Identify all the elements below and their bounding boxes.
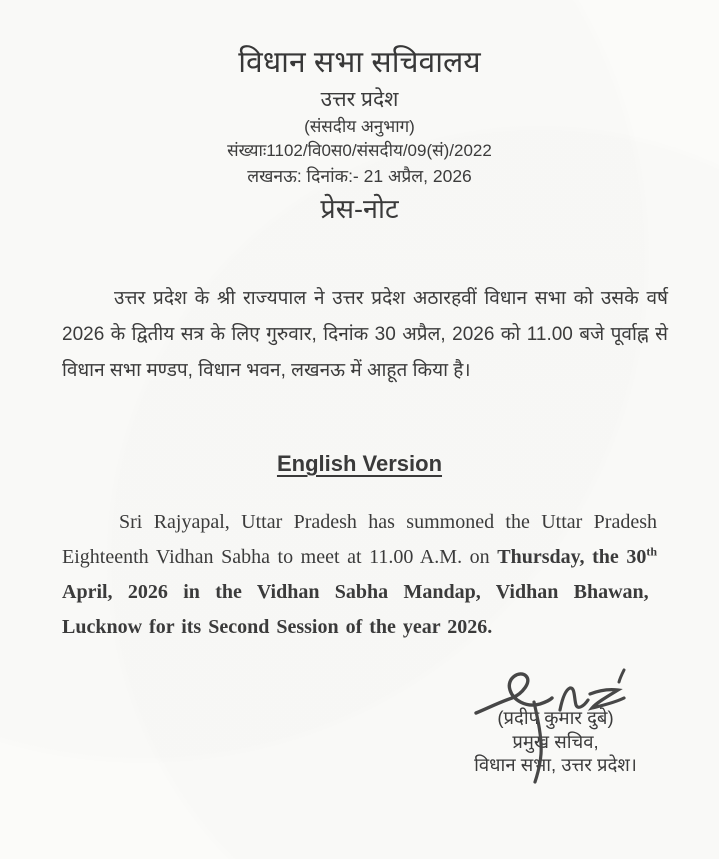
signature-block (438, 658, 673, 777)
secretariat-title: विधान सभा सचिवालय (238, 46, 481, 79)
hindi-paragraph: उत्तर प्रदेश के श्री राज्यपाल ने उत्तर प्रदेश अठारहवीं विधान सभा को उसके वर्ष 2026 के द्वितीय सत्र के लिए गुरुवार, दिनांक 30 अप्रैल, 2026 को 11.00 बजे पूर्वाह्न से विधान सभा मण्डप, विधान भवन, लखनऊ में आहूत किया है। (62, 288, 668, 381)
reference-number: संख्याः1102/वि0स0/संसदीय/09(सं)/2022 (227, 141, 492, 160)
signatory-organization: विधान सभा, उत्तर प्रदेश। (474, 754, 637, 775)
signatory-designation: प्रमुख सचिव, (512, 730, 599, 752)
english-paragraph-bold-rest: April, 2026 in the Vidhan Sabha Mandap, Vidhan Bhawan, Lucknow for its Second Session of the year 2026. (62, 581, 649, 638)
press-note-heading: प्रेस-नोट (320, 194, 399, 224)
english-version-heading-wrap (0, 451, 719, 477)
state-name: उत्तर प्रदेश (320, 88, 399, 111)
document-header (0, 0, 719, 229)
signatory-name: (प्रदीप कुमार दुबे) (497, 707, 614, 728)
english-paragraph-normal: Sri Rajyapal, Uttar Pradesh has summoned the Uttar Pradesh Eighteenth Vidhan Sabha to meet at 11.00 A.M. on (62, 511, 657, 568)
section-name: (संसदीय अनुभाग) (304, 117, 415, 136)
english-version-heading: English Version (276, 451, 443, 476)
english-paragraph (62, 505, 657, 645)
place-date-line: लखनऊ: दिनांक:- 21 अप्रैल, 2026 (247, 166, 472, 186)
english-paragraph-bold-date: Thursday, the 30 (497, 546, 647, 568)
signatory-details (438, 706, 673, 777)
ordinal-suffix: th (646, 544, 657, 559)
